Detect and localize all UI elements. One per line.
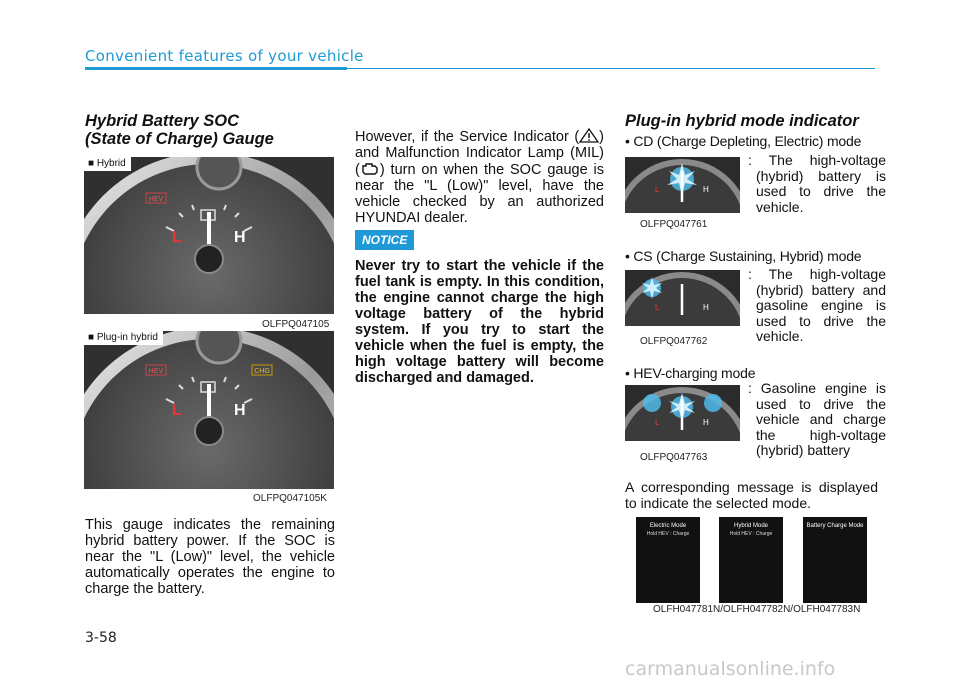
figure-caption: OLFPQ047105K [253, 493, 327, 504]
soc-description: This gauge indicates the remaining hybrid battery power. If the SOC is near the "L (Low)" level, the vehicle automatically operates the engine to charge the battery. [85, 517, 335, 597]
hybrid-gauge-figure [84, 157, 334, 314]
cs-mode-gauge-illustration [625, 270, 740, 326]
svg-text:L: L [655, 418, 660, 427]
hev-charging-mode-label: • HEV-charging mode [625, 365, 756, 381]
figure-caption: OLFPQ047761 [640, 219, 708, 230]
svg-text:H: H [703, 303, 709, 312]
cs-mode-gauge [625, 270, 740, 326]
message-description: A corresponding message is displayed to indicate the selected mode. [625, 479, 878, 511]
figure-caption: OLFPQ047762 [640, 336, 708, 347]
soc-gauge-heading: Hybrid Battery SOC (State of Charge) Gauge [85, 112, 274, 148]
hybrid-soc-gauge-illustration [84, 157, 334, 314]
low-label: L [172, 229, 182, 246]
svg-text:L: L [655, 303, 660, 312]
figure-caption: OLFPQ047105 [262, 319, 330, 330]
notice-text: Never try to start the vehicle if the fuel tank is empty. In this condition, the engine cannot charge the high voltage battery of the hybrid system. If you try to start the vehicle when the fuel is empty, the high voltage battery will become discharged and damaged. [355, 258, 604, 386]
header-rule-accent [85, 67, 347, 70]
engine-check-icon [360, 161, 380, 176]
low-label: L [172, 402, 182, 419]
page-number: 3-58 [85, 630, 117, 646]
plugin-hybrid-tag: ■ Plug-in hybrid [84, 331, 163, 345]
service-indicator-paragraph: However, if the Service Indicator ( ) and Malfunction Indicator Lamp (MIL) ( ) turn on when the SOC gauge is near the "L (Low)" level, have the vehicle checked by an authorized HYUNDAI dealer. [355, 129, 604, 226]
cd-mode-gauge-illustration [625, 157, 740, 213]
cd-mode-description: : The high-voltage (hybrid) battery is used to drive the vehicle. [748, 152, 886, 215]
battery-charge-mode-screen: Battery Charge Mode [803, 517, 867, 603]
header-rule [347, 68, 875, 69]
hybrid-mode-screen: Hybrid Mode Hold HEV : Charge [719, 517, 783, 603]
watermark: carmanualsonline.info [625, 658, 836, 680]
svg-text:H: H [703, 185, 709, 194]
plugin-soc-gauge-illustration [84, 331, 334, 489]
figure-caption: OLFH047781N/OLFH047782N/OLFH047783N [653, 604, 861, 615]
service-warning-icon [579, 128, 599, 143]
plugin-hybrid-gauge-figure [84, 331, 334, 489]
hybrid-tag: ■ Hybrid [84, 157, 131, 171]
hev-label: HEV [148, 196, 164, 203]
cluster-message-screens [625, 515, 876, 605]
svg-text:H: H [703, 418, 709, 427]
high-label: H [234, 229, 246, 246]
hev-label: HEV [148, 368, 164, 375]
cs-mode-description: : The high-voltage (hybrid) battery and gasoline engine is used to drive the vehicle. [748, 266, 886, 344]
cs-mode-label: • CS (Charge Sustaining, Hybrid) mode [625, 248, 862, 264]
section-header: Convenient features of your vehicle [85, 47, 364, 65]
figure-caption: OLFPQ047763 [640, 452, 708, 463]
electric-mode-screen: Electric Mode Hold HEV : Charge [636, 517, 700, 603]
hev-charging-gauge-illustration [625, 385, 740, 441]
hev-charging-mode-description: : Gasoline engine is used to drive the vehicle and charge the high-voltage (hybrid) battery [748, 380, 886, 458]
svg-text:L: L [655, 185, 660, 194]
notice-badge: NOTICE [355, 230, 414, 250]
chg-label: CHG [254, 368, 270, 375]
cd-mode-gauge [625, 157, 740, 213]
mode-indicator-heading: Plug-in hybrid mode indicator [625, 112, 859, 130]
cd-mode-label: • CD (Charge Depleting, Electric) mode [625, 133, 862, 149]
hev-charging-mode-gauge [625, 385, 740, 441]
high-label: H [234, 402, 246, 419]
